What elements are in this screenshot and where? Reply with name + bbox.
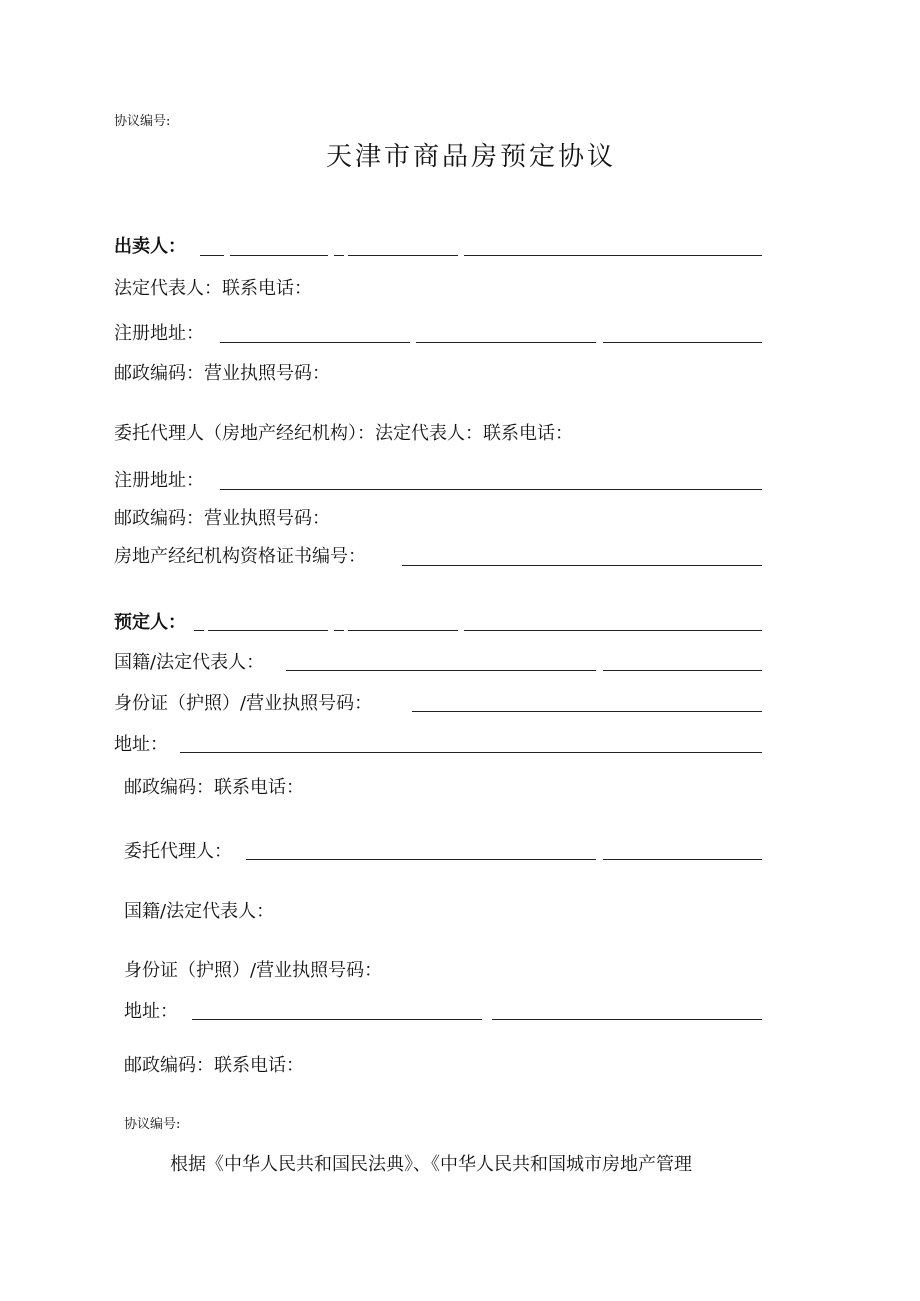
seller-address-line-1[interactable] bbox=[220, 342, 410, 343]
buyer-label: 预定人： bbox=[114, 612, 186, 633]
seller-reg-address-label: 注册地址： bbox=[114, 323, 204, 344]
buyer-fill-line-3[interactable] bbox=[334, 630, 344, 631]
seller-agent-label: 委托代理人（房地产经纪机构）：法定代表人：联系电话： bbox=[114, 423, 573, 444]
buyer-fill-line-4[interactable] bbox=[348, 630, 458, 631]
buyer-agent-line-2[interactable] bbox=[603, 859, 762, 860]
buyer-postal-phone: 邮政编码：联系电话： bbox=[124, 777, 304, 798]
buyer-nationality-line-2[interactable] bbox=[603, 670, 762, 671]
buyer-fill-line-1[interactable] bbox=[194, 630, 204, 631]
seller-agent-cert-line[interactable] bbox=[402, 565, 762, 566]
seller-legal-rep-phone: 法定代表人：联系电话： bbox=[114, 278, 312, 299]
buyer-fill-line-2[interactable] bbox=[208, 630, 328, 631]
footer-agreement-number-label: 协议编号: bbox=[124, 1117, 181, 1132]
buyer-agent-address-line-1[interactable] bbox=[192, 1019, 482, 1020]
buyer-address-label: 地址： bbox=[114, 734, 168, 755]
buyer-agent-label: 委托代理人： bbox=[124, 841, 232, 862]
buyer-agent-line-1[interactable] bbox=[246, 859, 596, 860]
buyer-nationality-line-1[interactable] bbox=[286, 670, 596, 671]
seller-fill-line-3[interactable] bbox=[334, 255, 344, 256]
document-title: 天津市商品房预定协议 bbox=[326, 142, 617, 172]
seller-agent-address-line[interactable] bbox=[220, 489, 762, 490]
seller-fill-line-4[interactable] bbox=[348, 255, 458, 256]
seller-fill-line-5[interactable] bbox=[464, 255, 762, 256]
buyer-agent-address-label: 地址： bbox=[124, 1001, 178, 1022]
buyer-id-license-label: 身份证（护照）/营业执照号码： bbox=[114, 693, 373, 714]
buyer-id-line[interactable] bbox=[412, 711, 762, 712]
seller-fill-line-2[interactable] bbox=[230, 255, 328, 256]
seller-agent-postal-license: 邮政编码：营业执照号码： bbox=[114, 508, 330, 529]
buyer-address-line[interactable] bbox=[180, 752, 762, 753]
seller-agent-cert-label: 房地产经纪机构资格证书编号： bbox=[114, 546, 366, 567]
seller-address-line-3[interactable] bbox=[603, 342, 762, 343]
buyer-fill-line-5[interactable] bbox=[464, 630, 762, 631]
buyer-agent-nationality-rep: 国籍/法定代表人： bbox=[124, 901, 275, 922]
buyer-nationality-rep-label: 国籍/法定代表人： bbox=[114, 652, 265, 673]
seller-address-line-2[interactable] bbox=[416, 342, 596, 343]
body-paragraph: 根据《中华人民共和国民法典》、《中华人民共和国城市房地产管理 bbox=[170, 1154, 692, 1175]
buyer-agent-id-license: 身份证（护照）/营业执照号码： bbox=[124, 960, 383, 981]
seller-postal-license: 邮政编码：营业执照号码： bbox=[114, 363, 330, 384]
seller-agent-reg-address-label: 注册地址： bbox=[114, 470, 204, 491]
agreement-number-label: 协议编号: bbox=[114, 114, 171, 129]
buyer-agent-postal-phone: 邮政编码：联系电话： bbox=[124, 1055, 304, 1076]
buyer-agent-address-line-2[interactable] bbox=[492, 1019, 762, 1020]
seller-fill-line-1[interactable] bbox=[200, 255, 224, 256]
seller-label: 出卖人： bbox=[114, 236, 186, 257]
